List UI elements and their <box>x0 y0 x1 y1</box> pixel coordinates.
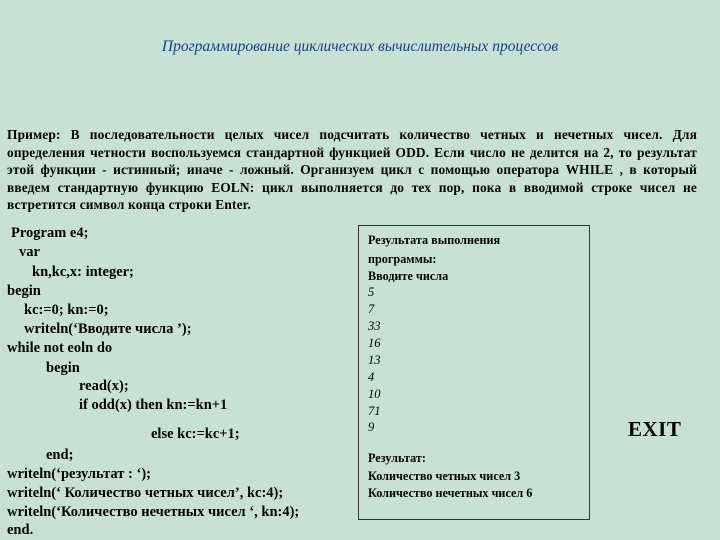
code-line-8: begin <box>46 360 80 376</box>
code-line-4: begin <box>7 283 41 299</box>
output-even-count: Количество четных чисел 3 <box>368 469 521 483</box>
code-line-12: end; <box>46 447 74 463</box>
code-line-3: kn,kc,x: integer; <box>32 264 134 280</box>
code-line-5: kc:=0; kn:=0; <box>24 302 109 318</box>
exit-button[interactable]: EXIT <box>628 417 682 441</box>
code-line-13: writeln(‘результат : ‘); <box>7 466 151 482</box>
output-number: 10 <box>368 387 381 401</box>
code-line-14: writeln(‘ Количество четных чисел’, kc:4); <box>7 485 284 501</box>
output-number: 5 <box>368 285 375 299</box>
slide-title: Программирование циклических вычислительных процессов <box>161 38 559 55</box>
output-odd-count: Количество нечетных чисел 6 <box>368 486 533 500</box>
code-line-7: while not eoln do <box>7 340 113 356</box>
output-header-line-1: Результата выполнения <box>368 233 501 247</box>
output-number: 33 <box>368 319 381 333</box>
problem-description: Пример: В последовательности целых чисел подсчитать количество четных и нечетных чисел. Для определения четности воспользуемся стандартной функцией ODD. Если число не делится на 2, то результат этой функции - истинный; иначе - ложный. Организуем цикл с помощью оператора WHILE , в который введем стандартную функцию EOLN: цикл выполняется до тех пор, пока в вводимой строке чисел не встретится символ конца строки Enter. <box>7 127 697 213</box>
output-number: 9 <box>368 420 375 434</box>
program-output-box <box>358 225 590 520</box>
output-number: 7 <box>368 302 375 316</box>
code-line-6: writeln(‘Вводите числа ’); <box>24 321 192 337</box>
code-line-2: var <box>19 244 40 260</box>
code-line-16: end. <box>7 522 34 538</box>
output-header-line-2: программы: <box>368 252 437 266</box>
code-line-15: writeln(‘Количество нечетных чисел ‘, kn:4); <box>7 504 300 520</box>
output-number: 13 <box>368 353 381 367</box>
output-number: 71 <box>368 404 381 418</box>
code-line-9: read(x); <box>79 378 129 394</box>
code-line-10: if odd(x) then kn:=kn+1 <box>79 397 228 413</box>
output-prompt: Вводите числа <box>368 269 449 283</box>
output-number: 16 <box>368 336 381 350</box>
code-line-1: Program e4; <box>11 225 89 241</box>
output-result-label: Результат: <box>368 451 426 465</box>
output-number: 4 <box>368 370 375 384</box>
code-line-11: else kc:=kc+1; <box>151 426 240 442</box>
